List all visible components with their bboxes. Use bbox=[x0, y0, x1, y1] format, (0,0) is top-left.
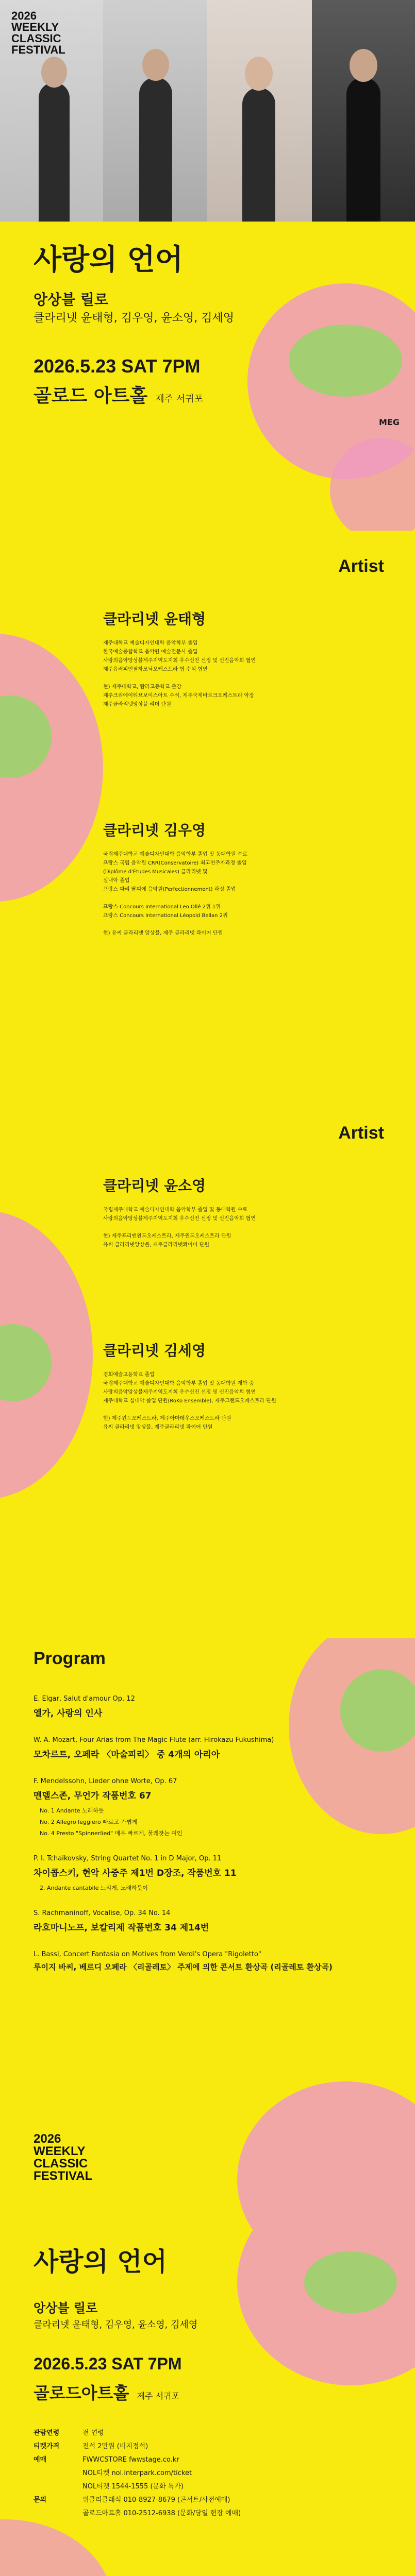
info-value: 전 연령 bbox=[82, 2429, 104, 2437]
info-value: 골로드아트홀 010-2512-6938 (문화/당일 현장 예매) bbox=[82, 2510, 241, 2517]
piece-ko: 멘델스존, 무언가 작품번호 67 bbox=[34, 1791, 152, 1801]
bio-line: 제주대학교 예술디자인대학 음악학부 졸업 bbox=[103, 640, 198, 646]
artist-block bbox=[103, 1340, 392, 1432]
bio-line: 프랑스 Concours International Léopold Bellan 2위 bbox=[103, 913, 228, 919]
piece-note: 2. Andante cantabile 느리게, 노래하듯이 bbox=[40, 1885, 148, 1891]
piece-note: No. 2 Allegro leggiero 빠르고 가볍게 bbox=[40, 1819, 138, 1825]
info-section bbox=[0, 2231, 415, 2576]
piece-ko: 엘가, 사랑의 인사 bbox=[34, 1708, 103, 1719]
bio-line bbox=[103, 674, 392, 683]
artist-tag: Artist bbox=[338, 1123, 384, 1143]
artist-name: 클라리넷 윤소영 bbox=[103, 1177, 206, 1194]
logo-line: CLASSIC bbox=[11, 32, 61, 45]
bio-line bbox=[103, 920, 392, 929]
festival-logo bbox=[34, 2133, 92, 2182]
info-row bbox=[34, 2507, 384, 2520]
info-label: 문의 bbox=[34, 2496, 47, 2504]
bio-line: 사랑의음악앙상블제주지역도지회 우수신진 선정 및 신진음악회 협연 bbox=[103, 1389, 256, 1395]
program-piece bbox=[34, 1736, 384, 1760]
bio-line: 제주유러피언필하모닉오케스트라 협 수석 협연 bbox=[103, 667, 208, 672]
info-value[interactable]: FWWCSTORE fwwstage.co.kr bbox=[82, 2456, 179, 2464]
artist-block bbox=[103, 608, 392, 709]
artist-block bbox=[103, 819, 392, 938]
artist-name: 클라리넷 김우영 bbox=[103, 822, 206, 839]
bio-line: (Diplôme d'Études Musicales) 클라리넷 및 bbox=[103, 869, 208, 875]
program-heading: Program bbox=[34, 1649, 106, 1668]
festival-logo bbox=[11, 10, 65, 56]
bio-line: 국립제주대학교 예술디자인대학 음악학부 졸업 및 동대학원 수료 bbox=[103, 852, 247, 857]
piece-en: L. Bassi, Concert Fantasia on Motives from Verdi's Opera "Rigoletto" bbox=[34, 1951, 261, 1958]
bio-line: 한국예술종합학교 음악원 예술전문사 졸업 bbox=[103, 649, 198, 655]
decor-blob bbox=[237, 2081, 415, 2231]
bio-line: 프랑스 파리 딸피에 음악원(Perfectionnement) 과정 졸업 bbox=[103, 887, 236, 892]
artist-bio bbox=[103, 639, 392, 709]
bio-line: 현) 유씨 클라리넷 앙상블, 제주 클라리넷 콰이어 단원 bbox=[103, 930, 223, 936]
piece-ko: 차이콥스키, 현악 사중주 제1번 D장조, 작품번호 11 bbox=[34, 1868, 237, 1878]
artists-section-1 bbox=[0, 531, 415, 1108]
performer-head bbox=[245, 57, 273, 91]
program-piece bbox=[34, 1855, 384, 1892]
performer-head bbox=[350, 49, 377, 82]
info-row bbox=[34, 2480, 384, 2494]
logo-year: 2026 bbox=[34, 2132, 61, 2146]
bio-line: 현) 제주프리맨윈드오케스트라, 제주윈드오케스트라 단원 bbox=[103, 1233, 231, 1239]
performer-silhouette bbox=[346, 77, 380, 222]
performer-silhouette bbox=[39, 82, 70, 222]
bio-line: 국립제주대학교 예술디자인대학 음악학부 졸업 및 동대학원 수료 bbox=[103, 1207, 247, 1213]
artist-name: 클라리넷 윤태형 bbox=[103, 611, 206, 628]
bio-line: 유씨 클라리넷앙상블, 제주클라리넷콰이어 단원 bbox=[103, 1242, 209, 1248]
performer-silhouette bbox=[242, 88, 275, 222]
decor-blob bbox=[289, 325, 402, 397]
hero-venue bbox=[34, 381, 203, 408]
bio-line: 유씨 클라리넷 앙상블, 제주클라리넷 콰이어 단원 bbox=[103, 1425, 213, 1430]
program-section bbox=[0, 1638, 415, 2231]
info-venue bbox=[34, 2380, 179, 2404]
bio-line bbox=[103, 894, 392, 903]
corner-tag: MEG bbox=[379, 417, 400, 427]
program-piece bbox=[34, 1777, 384, 1837]
logo-line: WEEKLY bbox=[11, 21, 59, 33]
program-piece bbox=[34, 1695, 384, 1719]
hero-photo-strip bbox=[0, 0, 415, 222]
logo-line: FESTIVAL bbox=[11, 43, 65, 56]
hero-subtitle: 앙상블 릴로 bbox=[34, 291, 108, 308]
decor-blob bbox=[0, 2519, 113, 2576]
performer-head bbox=[142, 49, 169, 81]
info-title: 사랑의 언어 bbox=[34, 2247, 167, 2277]
info-label: 예매 bbox=[34, 2456, 47, 2464]
hero-members: 클라리넷 윤태형, 김우영, 윤소영, 김세영 bbox=[34, 312, 234, 325]
artist-bio bbox=[103, 1370, 392, 1432]
piece-en: E. Elgar, Salut d'amour Op. 12 bbox=[34, 1695, 135, 1703]
bio-line: 프랑스 Concours International Leo Ollé 2위 1위 bbox=[103, 904, 221, 910]
venue-city: 제주 서귀포 bbox=[137, 2391, 179, 2401]
artist-bio bbox=[103, 850, 392, 938]
info-row bbox=[34, 2494, 384, 2507]
piece-en: W. A. Mozart, Four Arias from The Magic Flute (arr. Hirokazu Fukushima) bbox=[34, 1736, 274, 1744]
info-value: NOL티켓 1544-1555 (문화 특가) bbox=[82, 2483, 184, 2490]
program-piece bbox=[34, 1951, 384, 1972]
bio-line: 경희예술고등학교 졸업 bbox=[103, 1372, 155, 1378]
info-table bbox=[34, 2427, 384, 2520]
bio-line: 제주클라리넷앙상블 리더 단원 bbox=[103, 702, 171, 707]
decor-blob bbox=[304, 2251, 397, 2313]
bio-line: 프랑스 국립 음악원 CRR(Conservatoire) 최고연주자과정 졸업 bbox=[103, 860, 247, 866]
info-label: 티켓가격 bbox=[34, 2443, 60, 2450]
program-piece bbox=[34, 1909, 384, 1933]
logo-line: WEEKLY bbox=[34, 2144, 86, 2158]
bio-line: 제주대학교 실내악 졸업 단원(RoKo Ensemble), 제주그랜드오케스트라 단원 bbox=[103, 1398, 276, 1404]
info-subtitle: 앙상블 릴로 bbox=[34, 2301, 98, 2315]
bio-line: 제주크리에이티브보이스아트 수석, 제주국제바로크오케스트라 악장 bbox=[103, 693, 254, 699]
piece-ko: 루이지 바씨, 베르디 오페라 〈리골레토〉 주제에 의한 콘서트 환상곡 (리골레토 환상곡) bbox=[34, 1962, 333, 1972]
hero-section bbox=[0, 222, 415, 531]
piece-note: No. 1 Andante 노래하듯 bbox=[40, 1807, 104, 1814]
info-row bbox=[34, 2467, 384, 2480]
bio-line: 실내악 졸업 bbox=[103, 878, 130, 884]
bio-line: 사랑의음악앙상블제주지역도지회 우수신진 선정 및 신진음악회 협연 bbox=[103, 658, 256, 664]
bio-line: 사랑의음악앙상블제주지역도지회 우수신진 선정 및 신진음악회 협연 bbox=[103, 1216, 256, 1222]
info-value: 전석 2만원 (비지정석) bbox=[82, 2443, 148, 2450]
piece-note: No. 4 Presto "Spinnerlied" 매우 빠르게, 물레잣는 여인 bbox=[40, 1830, 182, 1837]
program-list bbox=[34, 1695, 384, 1990]
artist-tag: Artist bbox=[338, 556, 384, 576]
venue-name: 골로드아트홀 bbox=[34, 2383, 129, 2403]
info-row bbox=[34, 2427, 384, 2440]
piece-en: P. I. Tchaikovsky, String Quartet No. 1 in D Major, Op. 11 bbox=[34, 1855, 222, 1862]
logo-line: CLASSIC bbox=[34, 2157, 88, 2171]
info-members: 클라리넷 윤태형, 김우영, 윤소영, 김세영 bbox=[34, 2319, 198, 2330]
info-value: 위클리클래식 010-8927-8679 (콘서트/사전예매) bbox=[82, 2496, 230, 2504]
bio-line: 현) 제주대학교, 탐라고등학교 출강 bbox=[103, 684, 181, 690]
artist-bio bbox=[103, 1206, 392, 1249]
info-row bbox=[34, 2440, 384, 2453]
logo-line: FESTIVAL bbox=[34, 2169, 93, 2183]
hero-title: 사랑의 언어 bbox=[34, 243, 183, 277]
bio-line bbox=[103, 1223, 392, 1232]
info-value[interactable]: NOL티켓 nol.interpark.com/ticket bbox=[82, 2469, 192, 2477]
hero-date: 2026.5.23 SAT 7PM bbox=[34, 355, 201, 377]
performer-head bbox=[41, 57, 67, 88]
info-row bbox=[34, 2453, 384, 2467]
performer-silhouette bbox=[139, 77, 172, 222]
piece-ko: 모차르트, 오페라 〈마술피리〉 중 4개의 아리아 bbox=[34, 1750, 220, 1760]
bio-line bbox=[103, 1405, 392, 1414]
artists-section-2 bbox=[0, 1108, 415, 1638]
venue-name: 골로드 아트홀 bbox=[34, 385, 148, 406]
artist-name: 클라리넷 김세영 bbox=[103, 1342, 206, 1359]
bio-line: 현) 제주윈드오케스트라, 제주아마데우스오케스트라 단원 bbox=[103, 1416, 231, 1421]
piece-en: F. Mendelssohn, Lieder ohne Worte, Op. 67 bbox=[34, 1777, 177, 1785]
logo-year: 2026 bbox=[11, 9, 37, 22]
piece-en: S. Rachmaninoff, Vocalise, Op. 34 No. 14 bbox=[34, 1909, 171, 1917]
info-label: 관람연령 bbox=[34, 2429, 60, 2437]
piece-ko: 라흐마니노프, 보칼리제 작품번호 34 제14번 bbox=[34, 1923, 209, 1933]
venue-city: 제주 서귀포 bbox=[155, 394, 203, 404]
bio-line: 국립제주대학교 예술디자인대학 음악학부 졸업 및 동대학원 재학 중 bbox=[103, 1381, 254, 1386]
artist-block bbox=[103, 1175, 392, 1249]
info-date: 2026.5.23 SAT 7PM bbox=[34, 2354, 182, 2373]
